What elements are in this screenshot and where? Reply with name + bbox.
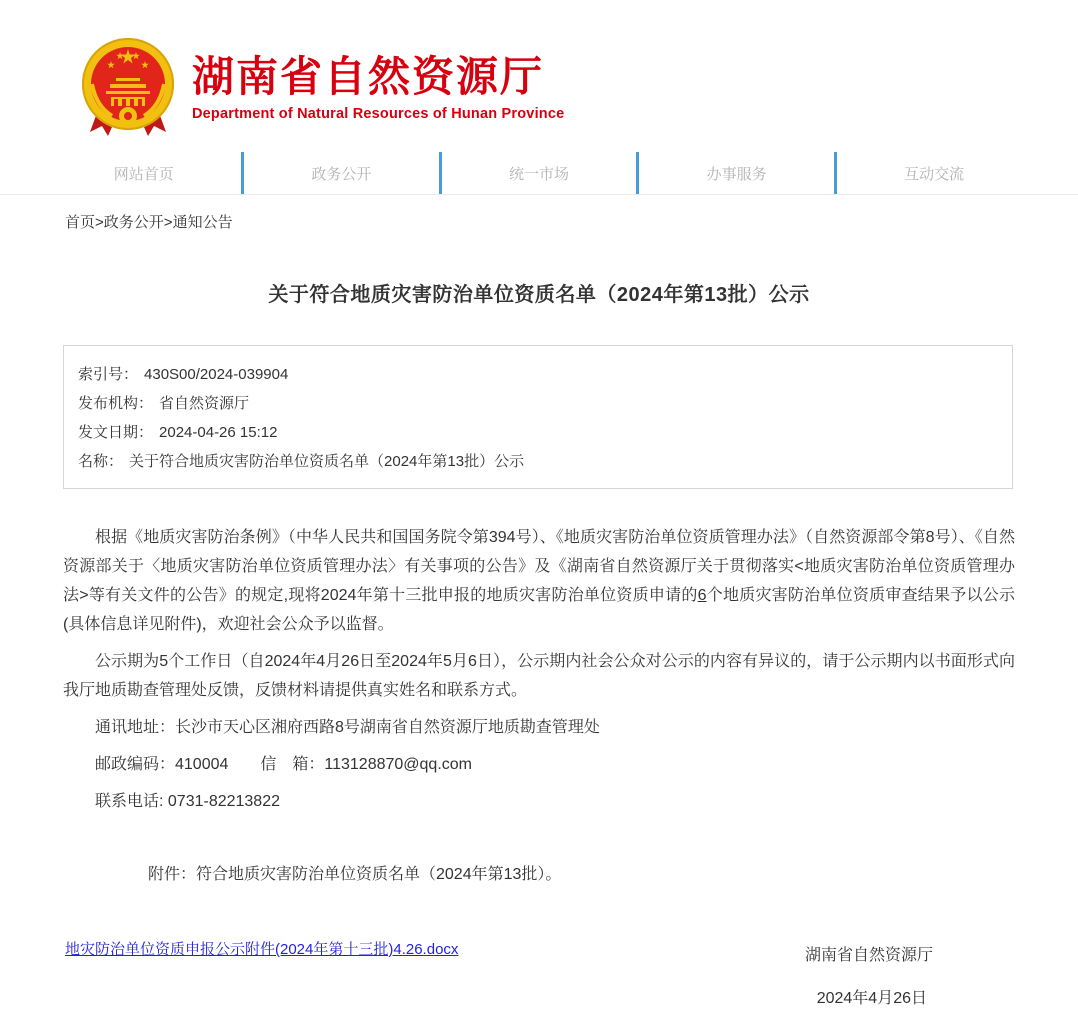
meta-row-index	[78, 360, 998, 389]
paragraph-basis	[63, 523, 1015, 639]
brand-block	[192, 54, 564, 122]
breadcrumb-notices[interactable]: 通知公告	[172, 214, 233, 231]
breadcrumb-separator: >	[95, 214, 104, 231]
breadcrumb-home[interactable]: 首页	[65, 214, 96, 231]
main-nav	[0, 152, 1078, 195]
breadcrumb-separator: >	[163, 214, 173, 231]
signature-date: 2024年4月26日	[816, 990, 927, 1007]
nav-item-gov-info[interactable]: 政务公开	[241, 152, 439, 194]
paragraph-publicity-period: 公示期为5个工作日（自2024年4月26日至2024年5月6日），公示期内社会公众对公示的内容有异议的，请于公示期内以书面形式向我厅地质勘查管理处反馈，反馈材料请提供真实姓名和联系方式。	[63, 653, 1015, 699]
nav-item-services[interactable]: 办事服务	[636, 152, 834, 194]
meta-label-index: 索引号：	[78, 366, 139, 383]
contact-postal-email: 邮政编码：410004 信 箱：113128870@qq.com	[95, 756, 473, 773]
site-subtitle: Department of Natural Resources of Hunan Province	[192, 106, 565, 123]
page-title: 关于符合地质灾害防治单位资质名单（2024年第13批）公示	[268, 284, 810, 306]
meta-row-agency	[78, 389, 998, 418]
meta-value-name: 关于符合地质灾害防治单位资质名单（2024年第13批）公示	[129, 453, 525, 470]
meta-value-index: 430S00/2024-039904	[144, 366, 289, 383]
attachment-note: 附件：符合地质灾害防治单位资质名单（2024年第13批）。	[148, 866, 562, 883]
breadcrumb-gov-info[interactable]: 政务公开	[103, 214, 164, 231]
meta-row-date	[78, 418, 998, 447]
meta-label-name: 名称：	[78, 453, 124, 470]
breadcrumb	[65, 211, 1078, 232]
paragraph-basis-text: 根据《地质灾害防治条例》（中华人民共和国国务院令第394号）、《地质灾害防治单位资质管理办法》（自然资源部令第8号）、《自然资源部关于〈地质灾害防治单位资质管理办法〉有关事项的公告》及《湖南省自然资源厅关于贯彻落实<地质灾害防治单位资质管理办法>等有关文件的公告》的规定,现将2024年第十三批申报的地质灾害防治单位资质申请的	[63, 529, 1015, 604]
meta-label-agency: 发布机构：	[78, 395, 154, 412]
meta-row-name	[78, 447, 998, 476]
nav-item-home[interactable]: 网站首页	[113, 165, 174, 183]
meta-value-date: 2024-04-26 15:12	[159, 424, 278, 441]
attachment-file-link[interactable]: 地灾防治单位资质申报公示附件(2024年第十三批)4.26.docx	[65, 941, 459, 958]
attachment-link-row	[65, 938, 458, 959]
contact-phone: 联系电话: 0731-82213822	[95, 793, 281, 810]
contact-address: 通讯地址：长沙市天心区湘府西路8号湖南省自然资源厅地质勘查管理处	[95, 719, 600, 736]
document-meta-box	[63, 345, 1013, 489]
meta-value-agency: 省自然资源厅	[159, 395, 250, 412]
signature-org: 湖南省自然资源厅	[804, 947, 933, 964]
nav-item-market[interactable]: 统一市场	[439, 152, 637, 194]
nav-item-interaction[interactable]: 互动交流	[834, 152, 1032, 194]
national-emblem-icon[interactable]	[78, 36, 178, 140]
unit-count-underlined: 6	[697, 587, 707, 604]
site-header	[0, 0, 1078, 150]
meta-label-date: 发文日期：	[78, 424, 154, 441]
paragraph-basis-tail: 个地质灾害防治单位资质审查结果予以公示(具体信息详见附件)，欢迎社会公众予以监督。	[63, 587, 1015, 633]
site-title: 湖南省自然资源厅	[192, 52, 545, 100]
